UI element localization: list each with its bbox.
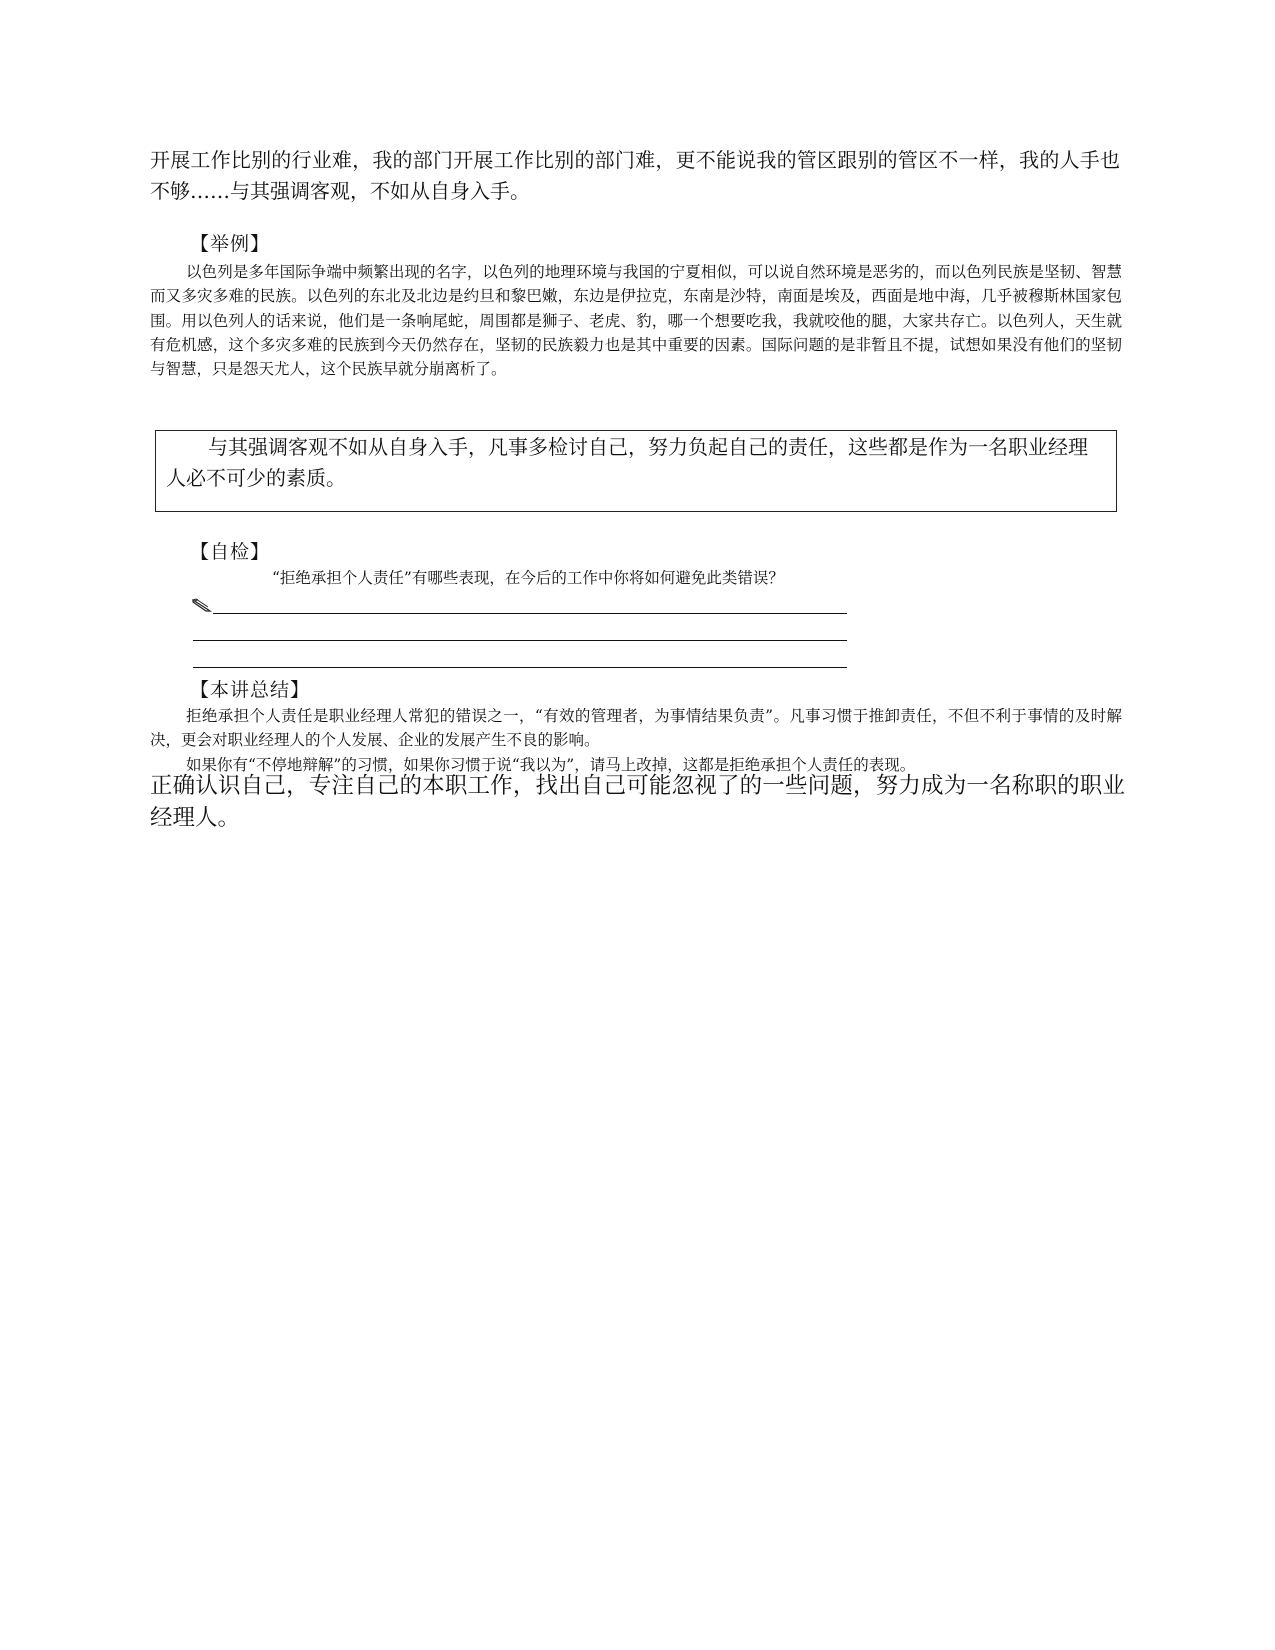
example-text: 以色列是多年国际争端中频繁出现的名字，以色列的地理环境与我国的宁夏相似，可以说自然环境是恶劣的，而以色列民族是坚韧、智慧而又多灾多难的民族。以色列的东北及北边是约旦和黎巴嫩，东边是伊拉克，东南是沙特，南面是埃及，西面是地中海，几乎被穆斯林国家包围。用以色列人的话来说，他们是一条响尾蛇，周围都是狮子、老虎、豹，哪一个想要吃我，我就咬他的腿，大家共存亡。以色列人，天生就有危机感，这个多灾多难的民族到今天仍然存在，坚韧的民族毅力也是其中重要的因素。国际问题的是非暂且不提，试想如果没有他们的坚韧与智慧，只是怨天尤人，这个民族早就分崩离析了。 — [150, 263, 1122, 379]
example-heading: 【举例】 — [190, 233, 271, 255]
pencil-icon — [192, 597, 212, 611]
selfcheck-question: “拒绝承担个人责任”有哪些表现，在今后的工作中你将如何避免此类错误？ — [272, 569, 784, 587]
key-point-text: 与其强调客观不如从自身入手，凡事多检讨自己，努力负起自己的责任，这些都是作为一名职业经理人必不可少的素质。 — [166, 435, 1088, 490]
summary-body — [150, 704, 1122, 777]
summary-paragraph-2: 如果你有“不停地辩解”的习惯，如果你习惯于说“我以为”，请马上改掉，这都是拒绝承担个人责任的表现。 — [186, 755, 916, 774]
summary-heading: 【本讲总结】 — [190, 679, 311, 701]
example-body — [150, 260, 1122, 381]
selfcheck-heading: 【自检】 — [190, 541, 271, 563]
intro-paragraph — [150, 145, 1120, 207]
intro-text: 开展工作比别的行业难，我的部门开展工作比别的部门难，更不能说我的管区跟别的管区不一样，我的人手也不够……与其强调客观，不如从自身入手。 — [150, 148, 1120, 203]
answer-line[interactable] — [213, 613, 847, 614]
summary-paragraph-1: 拒绝承担个人责任是职业经理人常犯的错误之一，“有效的管理者，为事情结果负责”。凡事习惯于推卸责任，不但不利于事情的及时解决，更会对职业经理人的个人发展、企业的发展产生不良的影响。 — [150, 707, 1122, 750]
conclusion-paragraph — [150, 770, 1125, 834]
key-point-box — [155, 430, 1117, 512]
conclusion-text: 正确认识自己，专注自己的本职工作，找出自己可能忽视了的一些问题，努力成为一名称职的职业经理人。 — [150, 773, 1125, 831]
answer-line[interactable] — [193, 640, 847, 641]
answer-line[interactable] — [193, 667, 847, 668]
